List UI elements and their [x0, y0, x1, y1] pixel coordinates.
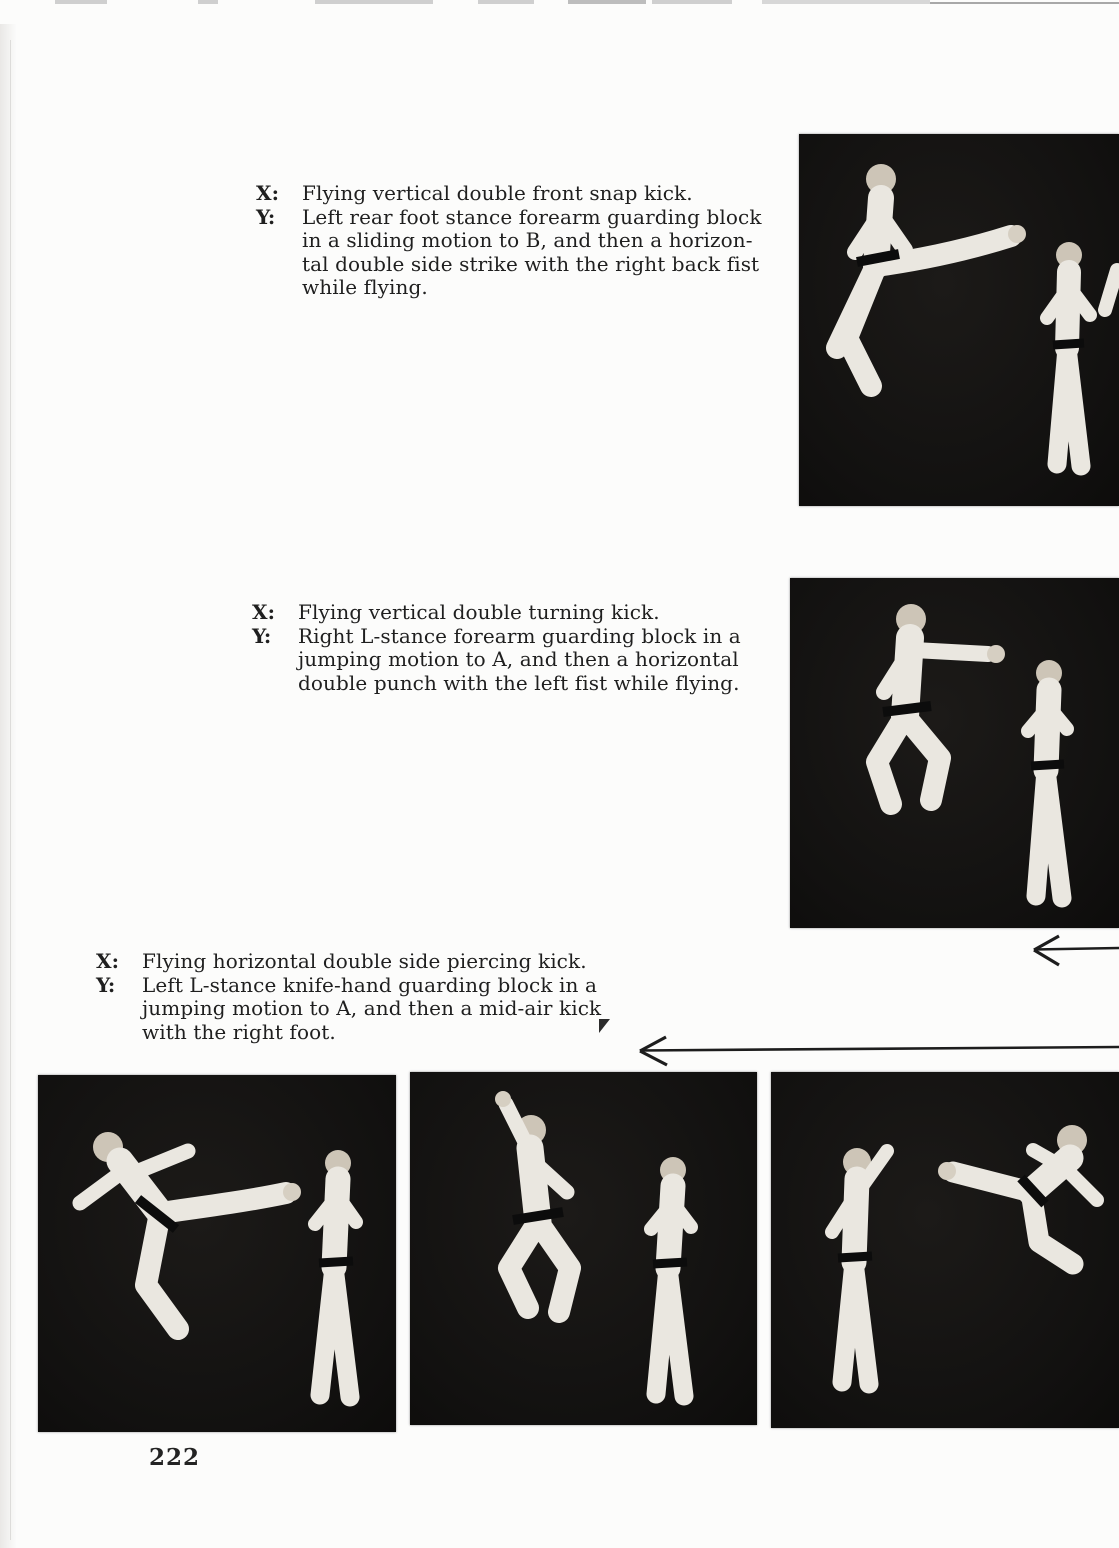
instruction-line — [96, 950, 601, 974]
y-text: in a sliding motion to B, and then a horizon- — [302, 228, 753, 252]
photo-flying-double-punch — [790, 578, 1119, 928]
y-text: Left L-stance knife-hand guarding block in a — [142, 972, 597, 997]
y-label: Y: — [96, 972, 116, 997]
scan-dash — [762, 0, 930, 4]
instruction-block-3 — [96, 950, 601, 1044]
x-label: X: — [256, 181, 280, 205]
instruction-line — [256, 182, 762, 206]
photo-side-piercing-kick-contact — [38, 1075, 396, 1432]
scan-dash — [568, 0, 646, 4]
y-label: Y: — [256, 204, 276, 229]
y-text: Left rear foot stance forearm guarding block — [302, 204, 762, 229]
x-label: X: — [252, 600, 276, 624]
y-text: with the right foot. — [142, 1019, 336, 1044]
photo-figures — [410, 1072, 757, 1425]
y-text: double punch with the left fist while flying. — [298, 670, 740, 695]
instruction-line — [252, 625, 741, 649]
page-left-edge-line — [10, 40, 11, 1540]
y-text: Right L-stance forearm guarding block in a — [298, 623, 741, 648]
instruction-line — [96, 1021, 601, 1045]
photo-figures — [790, 578, 1119, 928]
instruction-line — [256, 206, 762, 230]
scan-edge-line — [930, 2, 1119, 4]
x-label: X: — [96, 949, 120, 973]
y-text: tal double side strike with the right back fist — [302, 251, 760, 276]
instruction-line — [256, 276, 762, 300]
y-text: jumping motion to A, and then a mid-air kick — [142, 996, 602, 1020]
x-text: Flying vertical double turning kick. — [298, 600, 660, 624]
instruction-block-2 — [252, 601, 741, 695]
scan-dash — [652, 0, 732, 4]
photo-flying-front-snap-kick — [799, 134, 1119, 506]
photo-figures — [799, 134, 1119, 506]
scan-dash — [198, 0, 218, 4]
instruction-line — [252, 601, 741, 625]
page-number: 222 — [149, 1444, 201, 1471]
left-arrow-icon — [1028, 930, 1119, 974]
y-text: while flying. — [302, 275, 428, 299]
scan-dash — [478, 0, 534, 4]
instruction-block-1 — [256, 182, 762, 300]
scan-dash — [55, 0, 107, 4]
scan-dash — [315, 0, 433, 4]
photo-figures — [38, 1075, 396, 1432]
left-arrow-icon — [630, 1030, 1119, 1072]
instruction-line — [96, 974, 601, 998]
instruction-line — [256, 253, 762, 277]
photo-flying-horizontal-kick — [771, 1072, 1119, 1428]
x-text: Flying horizontal double side piercing kick. — [142, 949, 587, 973]
instruction-line — [252, 672, 741, 696]
page-left-edge-shadow — [0, 24, 16, 1548]
photo-jumping-tuck — [410, 1072, 757, 1425]
instruction-line — [252, 648, 741, 672]
x-text: Flying vertical double front snap kick. — [302, 181, 693, 205]
photo-figures — [771, 1072, 1119, 1428]
instruction-line — [96, 997, 601, 1021]
y-label: Y: — [252, 623, 272, 648]
y-text: jumping motion to A, and then a horizontal — [298, 647, 739, 671]
instruction-line — [256, 229, 762, 253]
